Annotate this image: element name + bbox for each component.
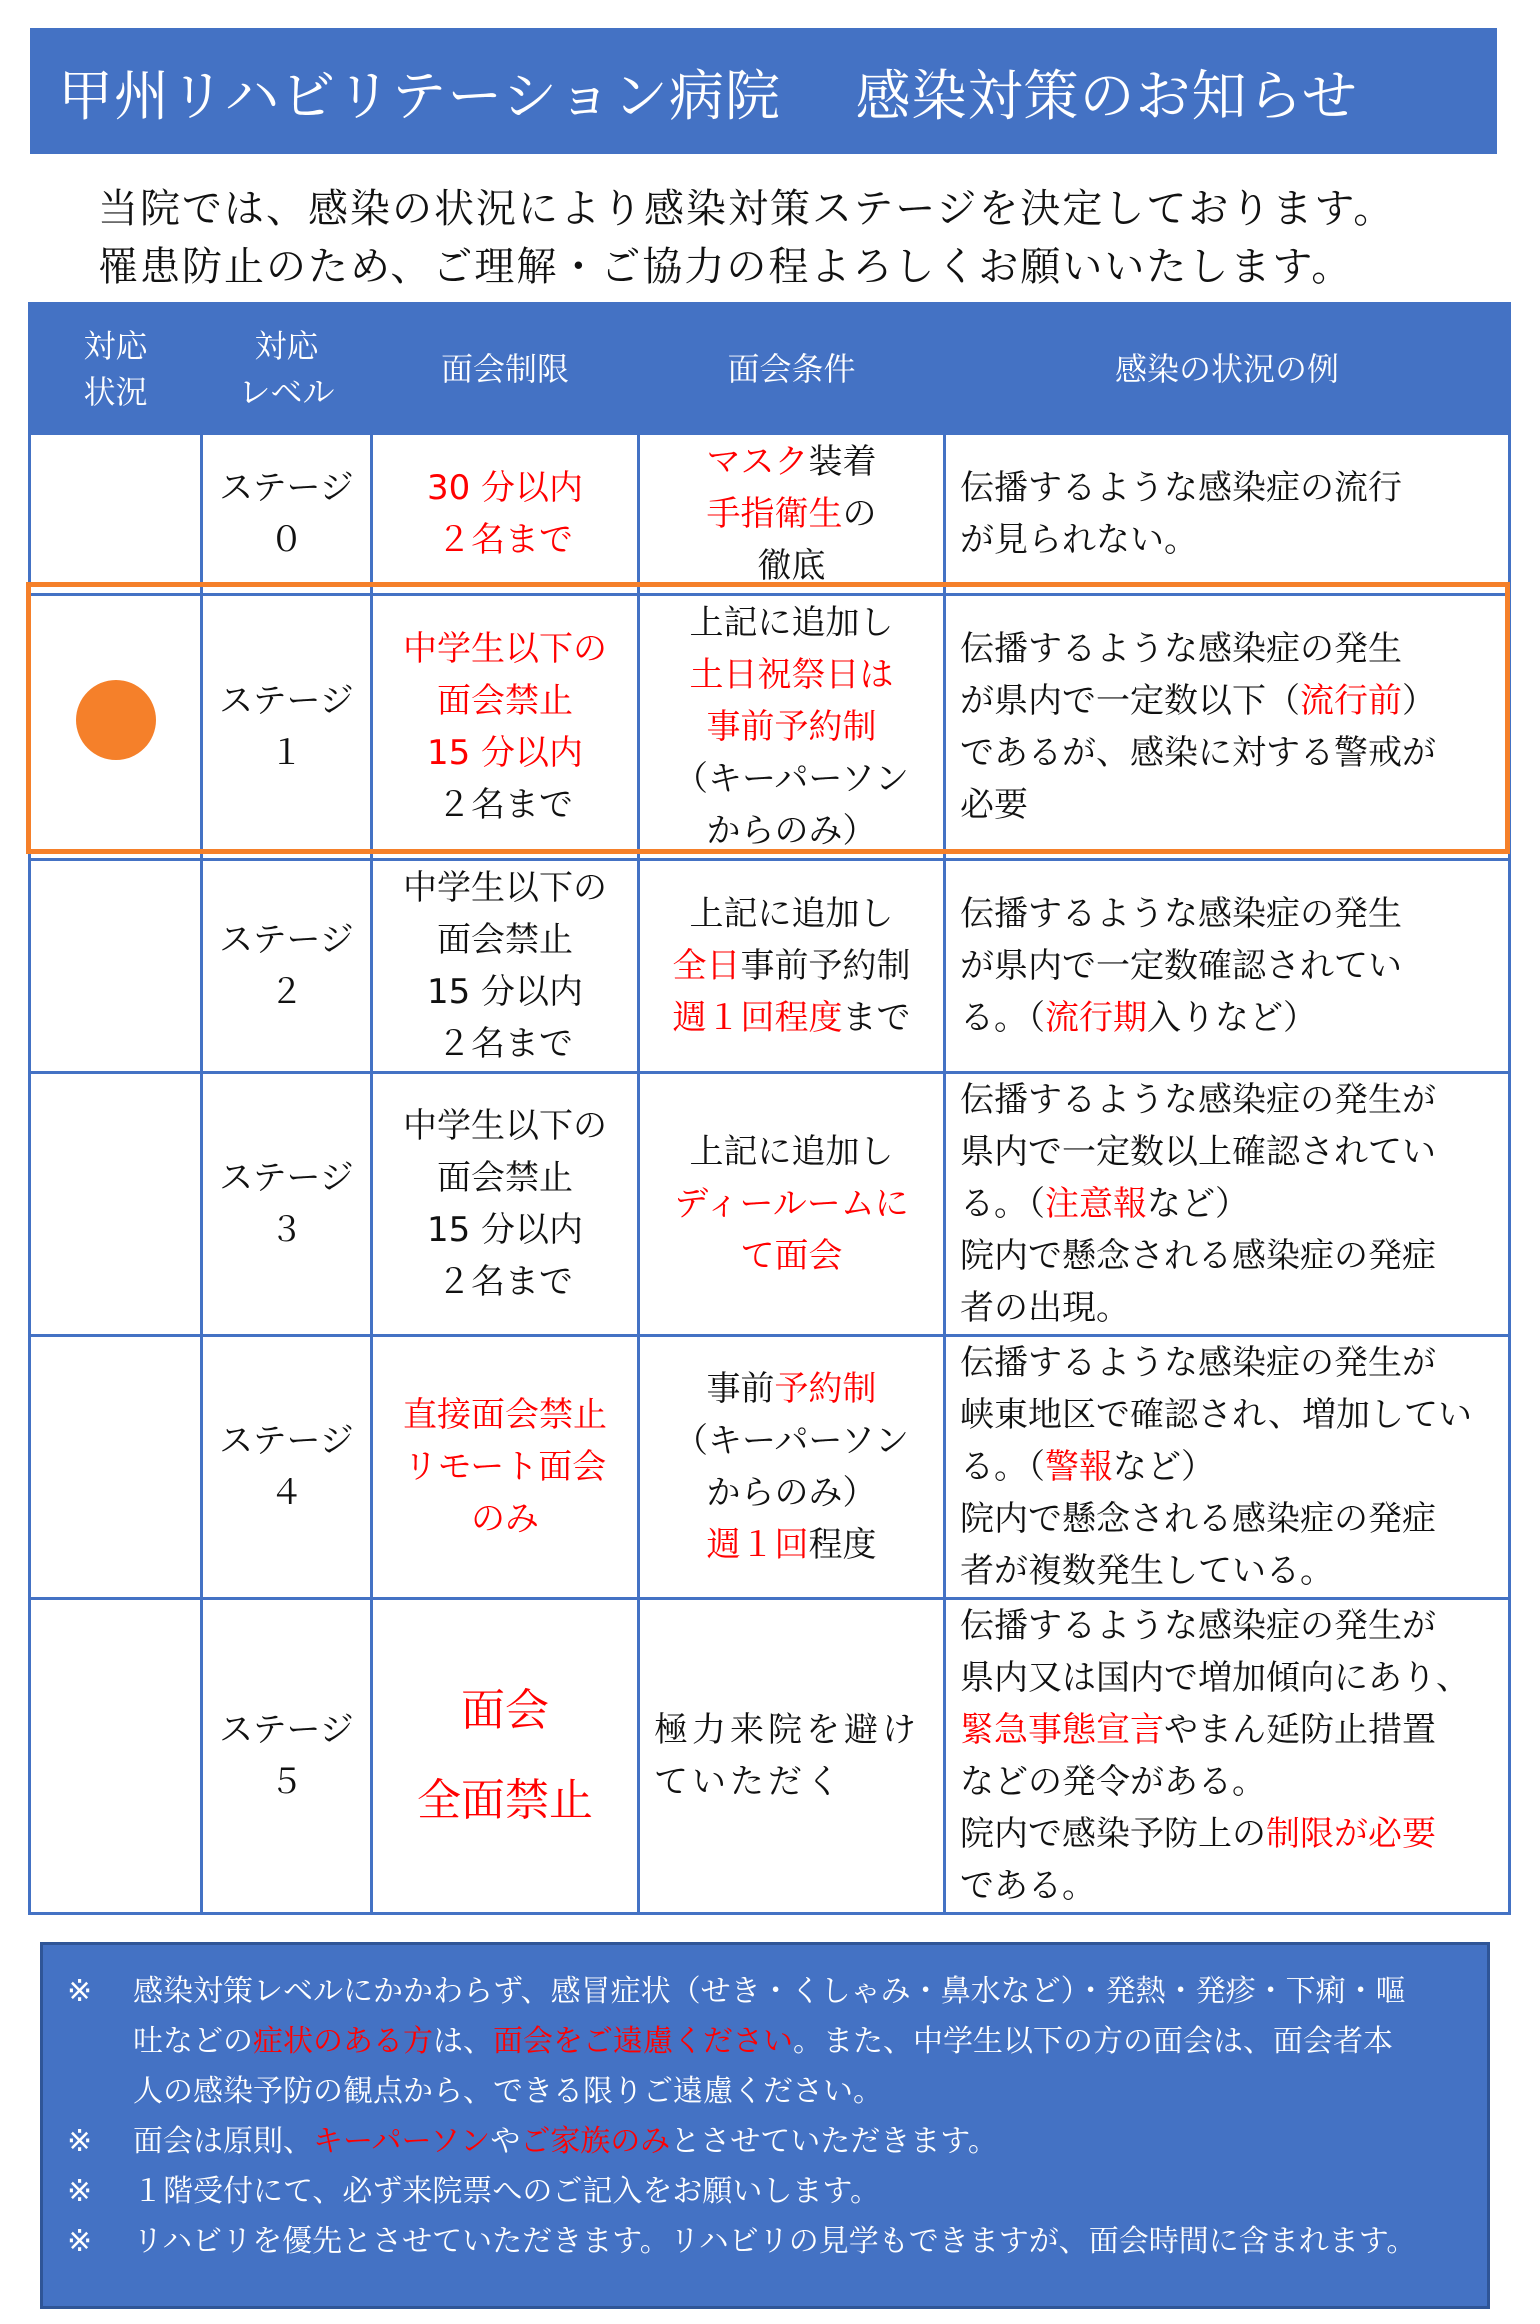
table-row	[30, 1073, 1510, 1336]
example-line	[960, 1126, 1498, 1178]
text-segment: 伝播するような感染症の発生が	[960, 1343, 1436, 1383]
condition-line	[641, 540, 942, 592]
condition-line	[641, 1230, 942, 1282]
note-text	[133, 2217, 1465, 2267]
condition-line	[641, 753, 942, 805]
level-line: ステージ	[219, 1710, 354, 1750]
visit-condition-cell	[639, 1599, 945, 1914]
text-segment: （キーパーソン	[674, 759, 909, 799]
note-mark: ※	[67, 2124, 93, 2159]
text-segment: が県内で一定数確認されてい	[960, 946, 1402, 986]
level-cell	[202, 595, 372, 860]
text-segment: は、	[433, 2024, 493, 2059]
example-line	[960, 1282, 1498, 1334]
text-segment: 上記に追加し	[689, 1132, 894, 1172]
emphasis-text: マスク	[706, 442, 809, 482]
emphasis-text: て面会	[740, 1236, 843, 1276]
level-line: ５	[269, 1762, 304, 1802]
emphasis-text: 流行前	[1300, 681, 1402, 721]
text-segment: などの発令がある。	[960, 1762, 1266, 1802]
note-text	[133, 2167, 1465, 2217]
example-line	[960, 1860, 1498, 1912]
text-segment: である。	[960, 1866, 1096, 1906]
status-cell	[30, 860, 202, 1073]
notes-box	[40, 1942, 1490, 2309]
example-line	[960, 514, 1498, 566]
infection-example-cell	[945, 1336, 1510, 1599]
level-line: ０	[269, 520, 304, 560]
level-line: ４	[269, 1473, 304, 1513]
infection-example-cell	[945, 1599, 1510, 1914]
text-segment: 面会禁止	[437, 920, 573, 960]
visit-limit-cell	[372, 595, 639, 860]
level-line: ステージ	[219, 681, 354, 721]
text-segment: とさせていただきます。	[670, 2124, 998, 2159]
text-segment: （キーパーソン	[674, 1421, 909, 1461]
header-line: 状況	[83, 372, 148, 411]
text-segment: まで	[842, 998, 911, 1038]
text-segment: ）	[1402, 681, 1436, 721]
table-header-row	[30, 304, 1510, 434]
emphasis-text: 中学生以下の	[403, 629, 607, 669]
example-line	[960, 462, 1498, 514]
header-limit: 面会制限	[372, 304, 639, 434]
condition-line	[641, 488, 942, 540]
emphasis-text: キーパーソン	[313, 2124, 491, 2159]
visit-limit-cell	[372, 1073, 639, 1336]
visit-limit-cell	[372, 860, 639, 1073]
condition-line	[641, 597, 942, 649]
limit-line	[374, 862, 636, 914]
limit-line	[374, 675, 636, 727]
text-segment: 程度	[808, 1525, 877, 1565]
condition-line	[641, 1178, 942, 1230]
text-segment: の	[842, 494, 877, 534]
example-line	[960, 1178, 1498, 1230]
example-line	[960, 1230, 1498, 1282]
emphasis-text: 直接面会禁止	[403, 1395, 607, 1435]
note-item	[67, 2167, 1465, 2217]
condition-line	[641, 940, 942, 992]
emphasis-text: 15 分以内	[426, 733, 584, 773]
condition-line	[641, 649, 942, 701]
limit-line	[374, 1100, 636, 1152]
hospital-name: 甲州リハビリテーション病院	[58, 63, 782, 128]
example-line	[960, 779, 1498, 831]
emphasis-text: 週１回	[706, 1525, 809, 1565]
condition-line	[641, 888, 942, 940]
text-segment: 装着	[808, 442, 877, 482]
header-level	[202, 304, 372, 434]
note-line	[133, 1967, 1465, 2017]
text-segment: １階受付にて、必ず来院票へのご記入をお願いします。	[133, 2174, 880, 2209]
emphasis-text: 制限が必要	[1266, 1814, 1436, 1854]
condition-line	[641, 436, 942, 488]
text-segment: や	[490, 2124, 521, 2159]
table-row	[30, 434, 1510, 595]
emphasis-text: 緊急事態宣言	[960, 1710, 1164, 1750]
example-line	[960, 1074, 1498, 1126]
emphasis-text: 面会をご遠慮ください	[493, 2024, 793, 2059]
visit-condition-cell	[639, 434, 945, 595]
emphasis-text: 注意報	[1045, 1184, 1147, 1224]
text-segment: 面会は原則、	[133, 2124, 313, 2159]
infection-example-cell	[945, 595, 1510, 860]
text-segment: 伝播するような感染症の発生	[960, 894, 1402, 934]
text-segment: 吐などの	[133, 2024, 253, 2059]
example-line	[960, 623, 1498, 675]
example-line	[960, 1808, 1498, 1860]
level-line: １	[269, 733, 304, 773]
header-line: 対応	[83, 326, 148, 365]
condition-line	[641, 701, 942, 753]
text-segment: 。また、中学生以下の方の面会は、面会者本	[793, 2024, 1393, 2059]
level-line: ステージ	[219, 920, 354, 960]
note-text	[133, 1967, 1465, 2117]
example-line	[960, 1652, 1498, 1704]
text-segment: 峡東地区で確認され、増加してい	[960, 1395, 1473, 1435]
intro-line: 当院では、感染の状況により感染対策ステージを決定しております。	[98, 186, 1396, 232]
note-item	[67, 1967, 1465, 2117]
status-cell	[30, 1336, 202, 1599]
status-cell	[30, 434, 202, 595]
condition-line	[641, 1467, 942, 1519]
emphasis-text: 予約制	[774, 1369, 877, 1409]
text-segment: 徹底	[757, 546, 826, 586]
emphasis-text: ２名まで	[437, 520, 573, 560]
note-line	[133, 2117, 1465, 2167]
limit-line	[374, 1256, 636, 1308]
intro-line: 罹患防止のため、ご理解・ご協力の程よろしくお願いいたします。	[98, 244, 1354, 290]
emphasis-text: 面会禁止	[437, 681, 573, 721]
visit-limit-cell	[372, 1599, 639, 1914]
text-segment: る。（	[960, 1447, 1045, 1487]
level-cell	[202, 1599, 372, 1914]
example-line	[960, 1441, 1498, 1493]
text-segment: など）	[1113, 1447, 1215, 1487]
emphasis-text: リモート面会	[403, 1447, 607, 1487]
emphasis-text: 警報	[1045, 1447, 1113, 1487]
table-row	[30, 1336, 1510, 1599]
limit-line	[374, 1204, 636, 1256]
example-line	[960, 992, 1498, 1044]
text-segment: 伝播するような感染症の発生が	[960, 1080, 1436, 1120]
example-line	[960, 727, 1498, 779]
example-line	[960, 1600, 1498, 1652]
condition-line	[641, 1519, 942, 1571]
text-segment: 15 分以内	[426, 972, 584, 1012]
status-cell	[30, 1073, 202, 1336]
visit-condition-cell	[639, 595, 945, 860]
emphasis-text: 土日祝祭日は	[689, 655, 894, 695]
note-item	[67, 2217, 1465, 2267]
notice-subject: 感染対策のお知らせ	[855, 63, 1358, 128]
level-line: ステージ	[219, 1158, 354, 1198]
header-line: 対応	[254, 326, 319, 365]
text-segment: が見られない。	[960, 520, 1198, 560]
limit-line	[374, 1666, 636, 1756]
text-segment: 事前予約制	[740, 946, 911, 986]
text-segment: からのみ）	[706, 811, 877, 851]
text-segment: 中学生以下の	[403, 1106, 607, 1146]
condition-line	[654, 1704, 942, 1756]
emphasis-text: ディールームに	[674, 1184, 909, 1224]
infection-example-cell	[945, 1073, 1510, 1336]
note-line	[133, 2067, 1465, 2117]
text-segment: 必要	[960, 785, 1028, 825]
text-segment: ２名まで	[437, 1024, 573, 1064]
condition-line	[641, 992, 942, 1044]
text-segment: 伝播するような感染症の発生が	[960, 1606, 1436, 1646]
limit-line	[374, 1493, 636, 1545]
emphasis-text: 面会	[461, 1685, 549, 1736]
condition-line	[654, 1756, 942, 1808]
header-condition: 面会条件	[639, 304, 945, 434]
status-cell	[30, 595, 202, 860]
limit-line	[374, 727, 636, 779]
text-segment: が県内で一定数以下（	[960, 681, 1300, 721]
note-mark: ※	[67, 2224, 93, 2259]
header-status	[30, 304, 202, 434]
text-segment: 入りなど）	[1147, 998, 1317, 1038]
example-line	[960, 1389, 1498, 1441]
header-example: 感染の状況の例	[945, 304, 1510, 434]
text-segment: 人の感染予防の観点から、できる限りご遠慮ください。	[133, 2074, 883, 2109]
infection-example-cell	[945, 860, 1510, 1073]
emphasis-text: 症状のある方	[253, 2024, 433, 2059]
text-segment: る。（	[960, 998, 1045, 1038]
visit-limit-cell	[372, 1336, 639, 1599]
emphasis-text: 週１回程度	[672, 998, 843, 1038]
text-segment: ていただく	[654, 1762, 844, 1802]
text-segment: 院内で懸念される感染症の発症	[960, 1236, 1436, 1276]
text-segment: 面会禁止	[437, 1158, 573, 1198]
intro-text	[98, 180, 1395, 296]
limit-line	[374, 1018, 636, 1070]
text-segment: 者の出現。	[960, 1288, 1130, 1328]
text-segment: る。（	[960, 1184, 1045, 1224]
limit-line	[374, 1389, 636, 1441]
example-line	[960, 1545, 1498, 1597]
condition-line	[641, 1363, 942, 1415]
infection-example-cell	[945, 434, 1510, 595]
text-segment: 上記に追加し	[689, 603, 894, 643]
condition-line	[641, 1415, 942, 1467]
example-line	[960, 1756, 1498, 1808]
text-segment: 院内で懸念される感染症の発症	[960, 1499, 1436, 1539]
text-segment: 伝播するような感染症の発生	[960, 629, 1402, 669]
note-text	[133, 2117, 1465, 2167]
emphasis-text: 全日	[672, 946, 741, 986]
note-line	[133, 2167, 1465, 2217]
emphasis-text: のみ	[471, 1499, 539, 1539]
example-line	[960, 1337, 1498, 1389]
status-cell	[30, 1599, 202, 1914]
condition-line	[641, 805, 942, 857]
text-segment: 院内で感染予防上の	[960, 1814, 1266, 1854]
visit-condition-cell	[639, 860, 945, 1073]
text-segment: 感染対策レベルにかかわらず、感冒症状（せき・くしゃみ・鼻水など）・発熱・発疹・下痢・嘔	[133, 1974, 1406, 2009]
note-line	[133, 2217, 1465, 2267]
level-line: ステージ	[219, 468, 354, 508]
limit-line	[374, 1152, 636, 1204]
note-mark: ※	[67, 2174, 93, 2209]
limit-line	[374, 1756, 636, 1846]
limit-line	[374, 623, 636, 675]
emphasis-text: ご家族のみ	[520, 2124, 671, 2159]
level-line: ステージ	[219, 1421, 354, 1461]
table-row	[30, 595, 1510, 860]
text-segment: であるが、感染に対する警戒が	[960, 733, 1436, 773]
text-segment: ２名まで	[437, 1262, 573, 1302]
condition-line	[641, 1126, 942, 1178]
emphasis-text: 事前予約制	[706, 707, 877, 747]
visit-condition-cell	[639, 1073, 945, 1336]
limit-line	[374, 779, 636, 831]
current-stage-marker-icon	[76, 680, 156, 760]
text-segment: 中学生以下の	[403, 868, 607, 908]
header-line: レベル	[238, 372, 335, 411]
title-bar	[30, 28, 1497, 154]
text-segment: 県内又は国内で増加傾向にあり、	[960, 1658, 1470, 1698]
limit-line	[374, 514, 636, 566]
visit-limit-cell	[372, 434, 639, 595]
text-segment: 上記に追加し	[689, 894, 894, 934]
limit-line	[374, 966, 636, 1018]
limit-line	[374, 1441, 636, 1493]
stage-table	[28, 302, 1511, 1915]
level-line: ３	[269, 1210, 304, 1250]
table-row	[30, 860, 1510, 1073]
level-cell	[202, 434, 372, 595]
text-segment: 事前	[706, 1369, 775, 1409]
text-segment: からのみ）	[706, 1473, 877, 1513]
level-cell	[202, 1336, 372, 1599]
text-segment: 15 分以内	[426, 1210, 584, 1250]
example-line	[960, 1704, 1498, 1756]
level-cell	[202, 1073, 372, 1336]
text-segment: 伝播するような感染症の流行	[960, 468, 1402, 508]
emphasis-text: 30 分以内	[426, 468, 584, 508]
table-row	[30, 1599, 1510, 1914]
note-mark: ※	[67, 1974, 93, 2009]
example-line	[960, 940, 1498, 992]
note-item	[67, 2117, 1465, 2167]
limit-line	[374, 462, 636, 514]
example-line	[960, 675, 1498, 727]
text-segment: やまん延防止措置	[1164, 1710, 1436, 1750]
limit-line	[374, 914, 636, 966]
emphasis-text: 全面禁止	[417, 1775, 593, 1826]
text-segment: リハビリを優先とさせていただきます。リハビリの見学もできますが、面会時間に含まれます。	[133, 2224, 1417, 2259]
emphasis-text: 手指衛生	[706, 494, 843, 534]
example-line	[960, 888, 1498, 940]
note-line	[133, 2017, 1465, 2067]
visit-condition-cell	[639, 1336, 945, 1599]
level-line: ２	[269, 972, 304, 1012]
emphasis-text: 流行期	[1045, 998, 1147, 1038]
text-segment: など）	[1147, 1184, 1249, 1224]
text-segment: 者が複数発生している。	[960, 1551, 1334, 1591]
level-cell	[202, 860, 372, 1073]
text-segment: 極力来院を避け	[654, 1710, 920, 1750]
text-segment: ２名まで	[437, 785, 573, 825]
example-line	[960, 1493, 1498, 1545]
text-segment: 県内で一定数以上確認されてい	[960, 1132, 1436, 1172]
